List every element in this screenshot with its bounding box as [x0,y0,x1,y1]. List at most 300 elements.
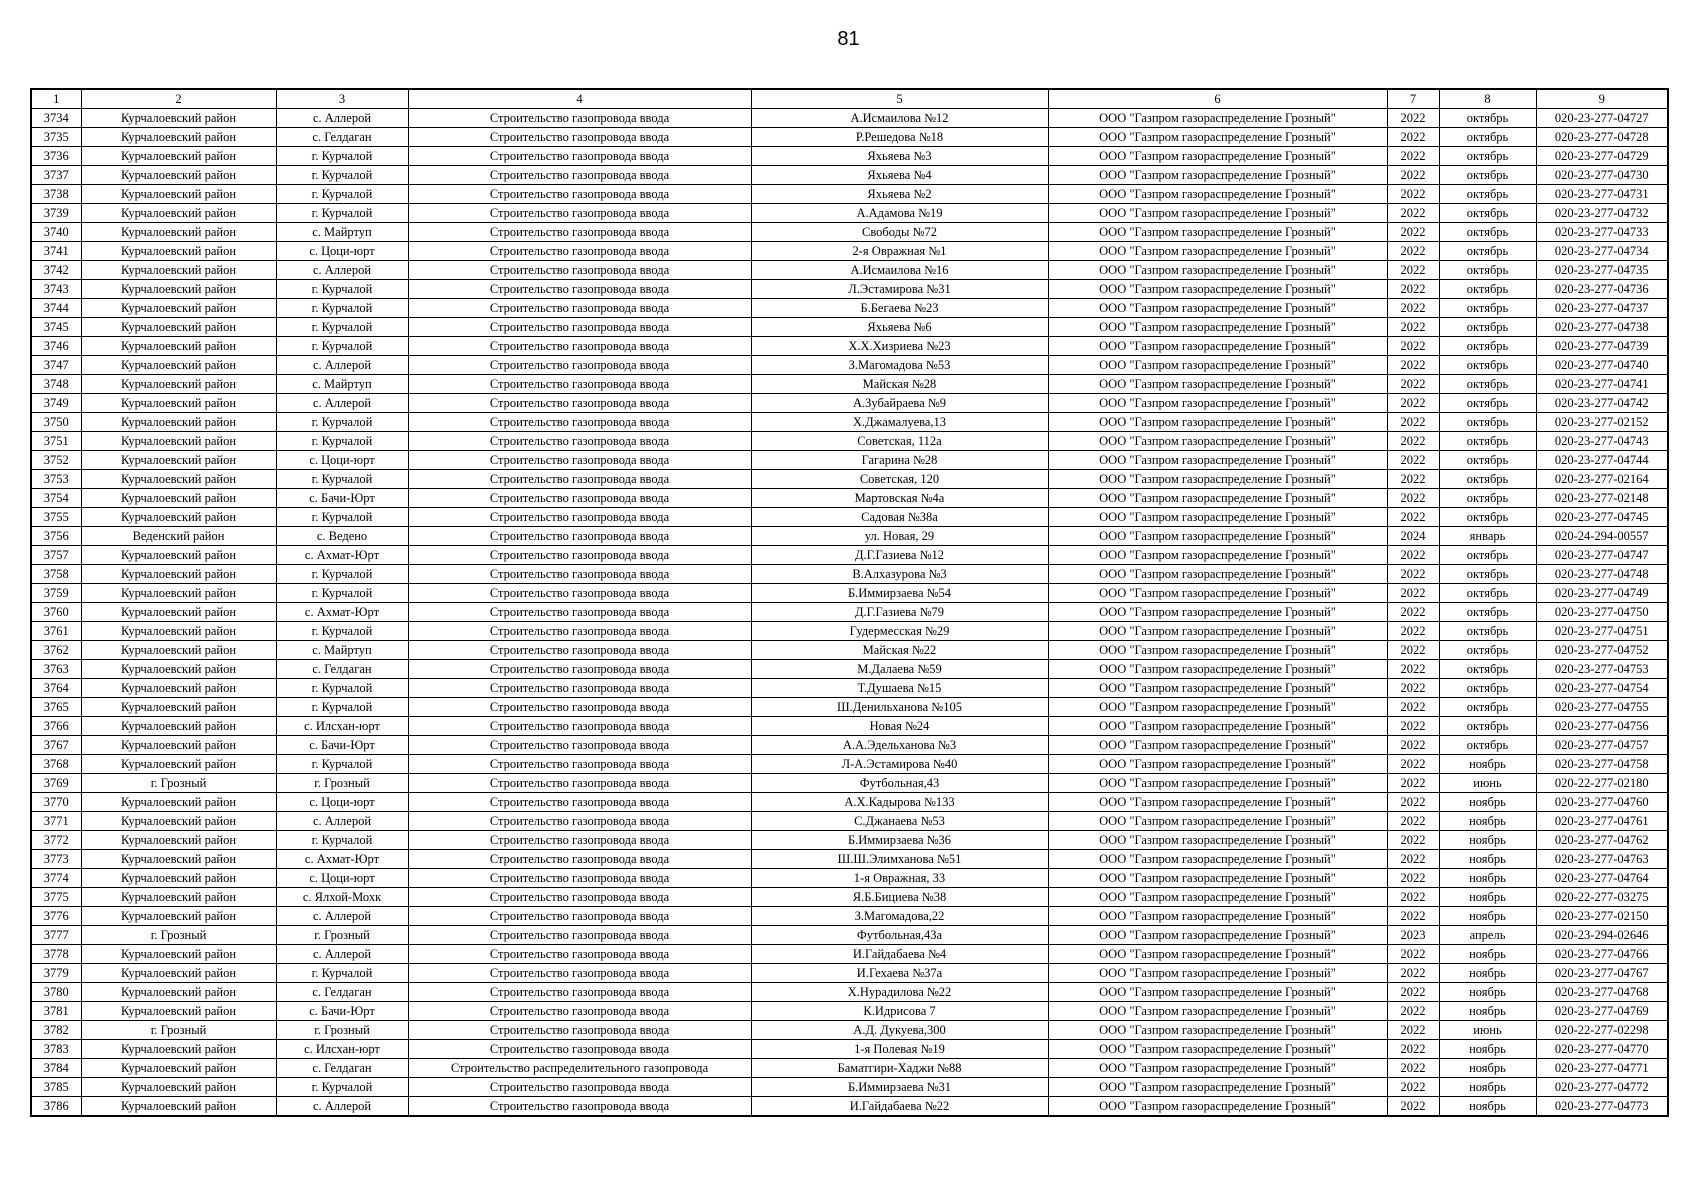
year-cell: 2022 [1387,109,1439,128]
organization-cell: ООО "Газпром газораспределение Грозный" [1048,679,1387,698]
year-cell: 2022 [1387,888,1439,907]
organization-cell: ООО "Газпром газораспределение Грозный" [1048,546,1387,565]
year-cell: 2022 [1387,584,1439,603]
month-cell: июнь [1439,774,1536,793]
address-cell: А.Адамова №19 [751,204,1048,223]
row-number-cell: 3745 [31,318,81,337]
address-cell: Новая №24 [751,717,1048,736]
table-row [31,451,1668,470]
year-cell: 2022 [1387,983,1439,1002]
address-cell: Футбольная,43а [751,926,1048,945]
year-cell: 2022 [1387,1078,1439,1097]
code-cell: 020-23-277-04749 [1536,584,1668,603]
month-cell: октябрь [1439,356,1536,375]
settlement-cell: с. Гелдаган [276,983,408,1002]
address-cell: А.Д. Дукуева,300 [751,1021,1048,1040]
code-cell: 020-23-277-04757 [1536,736,1668,755]
organization-cell: ООО "Газпром газораспределение Грозный" [1048,299,1387,318]
address-cell: Яхьяева №3 [751,147,1048,166]
row-number-cell: 3786 [31,1097,81,1117]
month-cell: апрель [1439,926,1536,945]
table-row [31,128,1668,147]
table-row [31,470,1668,489]
organization-cell: ООО "Газпром газораспределение Грозный" [1048,1059,1387,1078]
table-row [31,109,1668,128]
table-row [31,185,1668,204]
year-cell: 2023 [1387,926,1439,945]
row-number-cell: 3781 [31,1002,81,1021]
table-row [31,698,1668,717]
month-cell: октябрь [1439,432,1536,451]
address-cell: А.А.Эдельханова №3 [751,736,1048,755]
organization-cell: ООО "Газпром газораспределение Грозный" [1048,622,1387,641]
table-row [31,1097,1668,1117]
code-cell: 020-23-277-04731 [1536,185,1668,204]
row-number-cell: 3782 [31,1021,81,1040]
district-cell: Курчалоевский район [81,394,276,413]
settlement-cell: г. Курчалой [276,470,408,489]
district-cell: Курчалоевский район [81,356,276,375]
row-number-cell: 3767 [31,736,81,755]
row-number-cell: 3753 [31,470,81,489]
row-number-cell: 3748 [31,375,81,394]
month-cell: январь [1439,527,1536,546]
district-cell: Курчалоевский район [81,261,276,280]
work-type-cell: Строительство газопровода ввода [408,565,751,584]
row-number-cell: 3766 [31,717,81,736]
organization-cell: ООО "Газпром газораспределение Грозный" [1048,147,1387,166]
row-number-cell: 3741 [31,242,81,261]
row-number-cell: 3760 [31,603,81,622]
address-cell: 1-я Полевая №19 [751,1040,1048,1059]
work-type-cell: Строительство газопровода ввода [408,945,751,964]
address-cell: Л.Эстамирова №31 [751,280,1048,299]
column-header: 4 [408,89,751,109]
work-type-cell: Строительство газопровода ввода [408,337,751,356]
year-cell: 2022 [1387,565,1439,584]
work-type-cell: Строительство газопровода ввода [408,242,751,261]
address-cell: Гагарина №28 [751,451,1048,470]
month-cell: октябрь [1439,318,1536,337]
year-cell: 2022 [1387,375,1439,394]
settlement-cell: с. Ахмат-Юрт [276,850,408,869]
month-cell: октябрь [1439,717,1536,736]
organization-cell: ООО "Газпром газораспределение Грозный" [1048,451,1387,470]
district-cell: г. Грозный [81,1021,276,1040]
month-cell: ноябрь [1439,907,1536,926]
table-row [31,432,1668,451]
district-cell: Курчалоевский район [81,812,276,831]
work-type-cell: Строительство газопровода ввода [408,318,751,337]
work-type-cell: Строительство газопровода ввода [408,1078,751,1097]
organization-cell: ООО "Газпром газораспределение Грозный" [1048,964,1387,983]
organization-cell: ООО "Газпром газораспределение Грозный" [1048,717,1387,736]
table-row [31,1078,1668,1097]
code-cell: 020-23-277-04755 [1536,698,1668,717]
address-cell: Ш.Денильханова №105 [751,698,1048,717]
code-cell: 020-23-277-04772 [1536,1078,1668,1097]
work-type-cell: Строительство газопровода ввода [408,280,751,299]
year-cell: 2022 [1387,603,1439,622]
organization-cell: ООО "Газпром газораспределение Грозный" [1048,831,1387,850]
code-cell: 020-22-277-02298 [1536,1021,1668,1040]
organization-cell: ООО "Газпром газораспределение Грозный" [1048,869,1387,888]
row-number-cell: 3742 [31,261,81,280]
district-cell: Курчалоевский район [81,185,276,204]
month-cell: октябрь [1439,565,1536,584]
organization-cell: ООО "Газпром газораспределение Грозный" [1048,945,1387,964]
code-cell: 020-22-277-03275 [1536,888,1668,907]
district-cell: Курчалоевский район [81,888,276,907]
settlement-cell: с. Аллерой [276,356,408,375]
year-cell: 2022 [1387,337,1439,356]
work-type-cell: Строительство газопровода ввода [408,1002,751,1021]
year-cell: 2022 [1387,546,1439,565]
address-cell: Яхьяева №6 [751,318,1048,337]
row-number-cell: 3743 [31,280,81,299]
address-cell: М.Далаева №59 [751,660,1048,679]
row-number-cell: 3775 [31,888,81,907]
code-cell: 020-23-277-04760 [1536,793,1668,812]
month-cell: ноябрь [1439,1078,1536,1097]
row-number-cell: 3777 [31,926,81,945]
row-number-cell: 3747 [31,356,81,375]
district-cell: Курчалоевский район [81,831,276,850]
district-cell: Курчалоевский район [81,204,276,223]
row-number-cell: 3778 [31,945,81,964]
month-cell: ноябрь [1439,888,1536,907]
code-cell: 020-23-277-04742 [1536,394,1668,413]
work-type-cell: Строительство газопровода ввода [408,1040,751,1059]
code-cell: 020-23-277-02148 [1536,489,1668,508]
month-cell: октябрь [1439,299,1536,318]
code-cell: 020-23-277-04740 [1536,356,1668,375]
month-cell: ноябрь [1439,964,1536,983]
settlement-cell: с. Бачи-Юрт [276,1002,408,1021]
settlement-cell: г. Курчалой [276,622,408,641]
district-cell: Курчалоевский район [81,850,276,869]
work-type-cell: Строительство газопровода ввода [408,223,751,242]
organization-cell: ООО "Газпром газораспределение Грозный" [1048,204,1387,223]
row-number-cell: 3784 [31,1059,81,1078]
organization-cell: ООО "Газпром газораспределение Грозный" [1048,1021,1387,1040]
year-cell: 2022 [1387,242,1439,261]
code-cell: 020-23-277-04770 [1536,1040,1668,1059]
district-cell: Курчалоевский район [81,242,276,261]
year-cell: 2022 [1387,793,1439,812]
table-row [31,584,1668,603]
address-cell: Мартовская №4а [751,489,1048,508]
registry-table [30,88,1669,1117]
row-number-cell: 3770 [31,793,81,812]
address-cell: Майская №28 [751,375,1048,394]
row-number-cell: 3754 [31,489,81,508]
table-row [31,1021,1668,1040]
column-header: 9 [1536,89,1668,109]
address-cell: Яхьяева №2 [751,185,1048,204]
settlement-cell: с. Гелдаган [276,1059,408,1078]
address-cell: Д.Г.Газиева №12 [751,546,1048,565]
table-row [31,147,1668,166]
work-type-cell: Строительство газопровода ввода [408,850,751,869]
settlement-cell: с. Аллерой [276,109,408,128]
district-cell: Курчалоевский район [81,166,276,185]
organization-cell: ООО "Газпром газораспределение Грозный" [1048,983,1387,1002]
row-number-cell: 3783 [31,1040,81,1059]
month-cell: ноябрь [1439,1040,1536,1059]
column-header: 5 [751,89,1048,109]
address-cell: Яхьяева №4 [751,166,1048,185]
code-cell: 020-23-277-04753 [1536,660,1668,679]
settlement-cell: с. Цоци-юрт [276,451,408,470]
work-type-cell: Строительство газопровода ввода [408,584,751,603]
organization-cell: ООО "Газпром газораспределение Грозный" [1048,185,1387,204]
year-cell: 2022 [1387,280,1439,299]
work-type-cell: Строительство газопровода ввода [408,185,751,204]
settlement-cell: с. Майртуп [276,375,408,394]
table-row [31,983,1668,1002]
work-type-cell: Строительство газопровода ввода [408,907,751,926]
organization-cell: ООО "Газпром газораспределение Грозный" [1048,660,1387,679]
settlement-cell: г. Курчалой [276,698,408,717]
month-cell: ноябрь [1439,831,1536,850]
settlement-cell: с. Аллерой [276,261,408,280]
table-row [31,755,1668,774]
district-cell: Курчалоевский район [81,128,276,147]
year-cell: 2022 [1387,356,1439,375]
settlement-cell: г. Грозный [276,774,408,793]
work-type-cell: Строительство газопровода ввода [408,888,751,907]
year-cell: 2022 [1387,128,1439,147]
organization-cell: ООО "Газпром газораспределение Грозный" [1048,223,1387,242]
month-cell: октябрь [1439,622,1536,641]
address-cell: 1-я Овражная, 33 [751,869,1048,888]
year-cell: 2022 [1387,223,1439,242]
work-type-cell: Строительство газопровода ввода [408,147,751,166]
work-type-cell: Строительство газопровода ввода [408,451,751,470]
month-cell: октябрь [1439,546,1536,565]
code-cell: 020-23-277-04744 [1536,451,1668,470]
work-type-cell: Строительство газопровода ввода [408,356,751,375]
organization-cell: ООО "Газпром газораспределение Грозный" [1048,603,1387,622]
code-cell: 020-23-277-04754 [1536,679,1668,698]
district-cell: Курчалоевский район [81,679,276,698]
settlement-cell: г. Курчалой [276,299,408,318]
district-cell: Курчалоевский район [81,318,276,337]
settlement-cell: с. Аллерой [276,812,408,831]
settlement-cell: с. Аллерой [276,907,408,926]
district-cell: Веденский район [81,527,276,546]
settlement-cell: г. Курчалой [276,508,408,527]
settlement-cell: г. Курчалой [276,755,408,774]
year-cell: 2022 [1387,1097,1439,1117]
district-cell: Курчалоевский район [81,432,276,451]
table-row [31,223,1668,242]
settlement-cell: г. Курчалой [276,1078,408,1097]
organization-cell: ООО "Газпром газораспределение Грозный" [1048,755,1387,774]
code-cell: 020-23-277-04738 [1536,318,1668,337]
district-cell: Курчалоевский район [81,299,276,318]
work-type-cell: Строительство газопровода ввода [408,470,751,489]
code-cell: 020-23-277-04769 [1536,1002,1668,1021]
row-number-cell: 3755 [31,508,81,527]
address-cell: Советская, 112а [751,432,1048,451]
table-row [31,907,1668,926]
settlement-cell: с. Ялхой-Мохк [276,888,408,907]
row-number-cell: 3752 [31,451,81,470]
work-type-cell: Строительство газопровода ввода [408,603,751,622]
year-cell: 2022 [1387,1021,1439,1040]
table-row [31,793,1668,812]
address-cell: 2-я Овражная №1 [751,242,1048,261]
address-cell: Д.Г.Газиева №79 [751,603,1048,622]
work-type-cell: Строительство газопровода ввода [408,755,751,774]
year-cell: 2022 [1387,869,1439,888]
year-cell: 2022 [1387,907,1439,926]
month-cell: ноябрь [1439,1059,1536,1078]
work-type-cell: Строительство газопровода ввода [408,546,751,565]
table-row [31,774,1668,793]
row-number-cell: 3773 [31,850,81,869]
month-cell: ноябрь [1439,945,1536,964]
work-type-cell: Строительство газопровода ввода [408,261,751,280]
year-cell: 2022 [1387,945,1439,964]
address-cell: А.Исмаилова №12 [751,109,1048,128]
organization-cell: ООО "Газпром газораспределение Грозный" [1048,261,1387,280]
year-cell: 2022 [1387,508,1439,527]
work-type-cell: Строительство газопровода ввода [408,869,751,888]
organization-cell: ООО "Газпром газораспределение Грозный" [1048,166,1387,185]
row-number-cell: 3764 [31,679,81,698]
month-cell: ноябрь [1439,812,1536,831]
code-cell: 020-23-277-04761 [1536,812,1668,831]
address-cell: Т.Душаева №15 [751,679,1048,698]
code-cell: 020-23-277-04748 [1536,565,1668,584]
table-row [31,204,1668,223]
row-number-cell: 3744 [31,299,81,318]
district-cell: Курчалоевский район [81,603,276,622]
work-type-cell: Строительство газопровода ввода [408,109,751,128]
code-cell: 020-23-277-04750 [1536,603,1668,622]
work-type-cell: Строительство газопровода ввода [408,204,751,223]
district-cell: Курчалоевский район [81,641,276,660]
work-type-cell: Строительство газопровода ввода [408,508,751,527]
organization-cell: ООО "Газпром газораспределение Грозный" [1048,850,1387,869]
row-number-cell: 3750 [31,413,81,432]
month-cell: октябрь [1439,660,1536,679]
year-cell: 2022 [1387,717,1439,736]
organization-cell: ООО "Газпром газораспределение Грозный" [1048,242,1387,261]
month-cell: ноябрь [1439,983,1536,1002]
settlement-cell: с. Аллерой [276,1097,408,1117]
organization-cell: ООО "Газпром газораспределение Грозный" [1048,318,1387,337]
address-cell: Б.Иммирзаева №31 [751,1078,1048,1097]
code-cell: 020-23-277-04734 [1536,242,1668,261]
table-row [31,717,1668,736]
organization-cell: ООО "Газпром газораспределение Грозный" [1048,907,1387,926]
address-cell: И.Гехаева №37а [751,964,1048,983]
code-cell: 020-23-277-04727 [1536,109,1668,128]
code-cell: 020-23-277-04768 [1536,983,1668,1002]
row-number-cell: 3758 [31,565,81,584]
settlement-cell: с. Ахмат-Юрт [276,546,408,565]
organization-cell: ООО "Газпром газораспределение Грозный" [1048,565,1387,584]
organization-cell: ООО "Газпром газораспределение Грозный" [1048,489,1387,508]
address-cell: Ш.Ш.Элимханова №51 [751,850,1048,869]
table-row [31,489,1668,508]
month-cell: октябрь [1439,451,1536,470]
code-cell: 020-23-277-04735 [1536,261,1668,280]
organization-cell: ООО "Газпром газораспределение Грозный" [1048,812,1387,831]
settlement-cell: с. Ведено [276,527,408,546]
district-cell: Курчалоевский район [81,375,276,394]
code-cell: 020-23-294-02646 [1536,926,1668,945]
address-cell: Б.Бегаева №23 [751,299,1048,318]
settlement-cell: г. Курчалой [276,831,408,850]
table-row [31,280,1668,299]
column-header: 8 [1439,89,1536,109]
row-number-cell: 3763 [31,660,81,679]
organization-cell: ООО "Газпром газораспределение Грозный" [1048,1040,1387,1059]
district-cell: Курчалоевский район [81,584,276,603]
code-cell: 020-23-277-04737 [1536,299,1668,318]
organization-cell: ООО "Газпром газораспределение Грозный" [1048,584,1387,603]
organization-cell: ООО "Газпром газораспределение Грозный" [1048,109,1387,128]
table-row [31,679,1668,698]
row-number-cell: 3768 [31,755,81,774]
district-cell: Курчалоевский район [81,451,276,470]
organization-cell: ООО "Газпром газораспределение Грозный" [1048,527,1387,546]
address-cell: Свободы №72 [751,223,1048,242]
month-cell: ноябрь [1439,755,1536,774]
year-cell: 2022 [1387,812,1439,831]
address-cell: Х.Джамалуева,13 [751,413,1048,432]
district-cell: Курчалоевский район [81,280,276,299]
month-cell: октябрь [1439,204,1536,223]
month-cell: ноябрь [1439,1002,1536,1021]
address-cell: Б.Иммирзаева №54 [751,584,1048,603]
year-cell: 2022 [1387,489,1439,508]
district-cell: Курчалоевский район [81,565,276,584]
year-cell: 2022 [1387,831,1439,850]
year-cell: 2022 [1387,318,1439,337]
code-cell: 020-23-277-04736 [1536,280,1668,299]
organization-cell: ООО "Газпром газораспределение Грозный" [1048,508,1387,527]
work-type-cell: Строительство газопровода ввода [408,736,751,755]
table-row [31,318,1668,337]
row-number-cell: 3757 [31,546,81,565]
settlement-cell: г. Курчалой [276,964,408,983]
month-cell: октябрь [1439,394,1536,413]
month-cell: октябрь [1439,508,1536,527]
table-row [31,356,1668,375]
table-row [31,546,1668,565]
month-cell: октябрь [1439,128,1536,147]
table-body [31,109,1668,1117]
organization-cell: ООО "Газпром газораспределение Грозный" [1048,736,1387,755]
work-type-cell: Строительство газопровода ввода [408,527,751,546]
district-cell: Курчалоевский район [81,223,276,242]
work-type-cell: Строительство газопровода ввода [408,1021,751,1040]
address-cell: Майская №22 [751,641,1048,660]
district-cell: Курчалоевский район [81,755,276,774]
year-cell: 2022 [1387,413,1439,432]
address-cell: В.Алхазурова №3 [751,565,1048,584]
month-cell: октябрь [1439,679,1536,698]
settlement-cell: с. Бачи-Юрт [276,489,408,508]
address-cell: И.Гайдабаева №4 [751,945,1048,964]
work-type-cell: Строительство распределительного газопровода [408,1059,751,1078]
